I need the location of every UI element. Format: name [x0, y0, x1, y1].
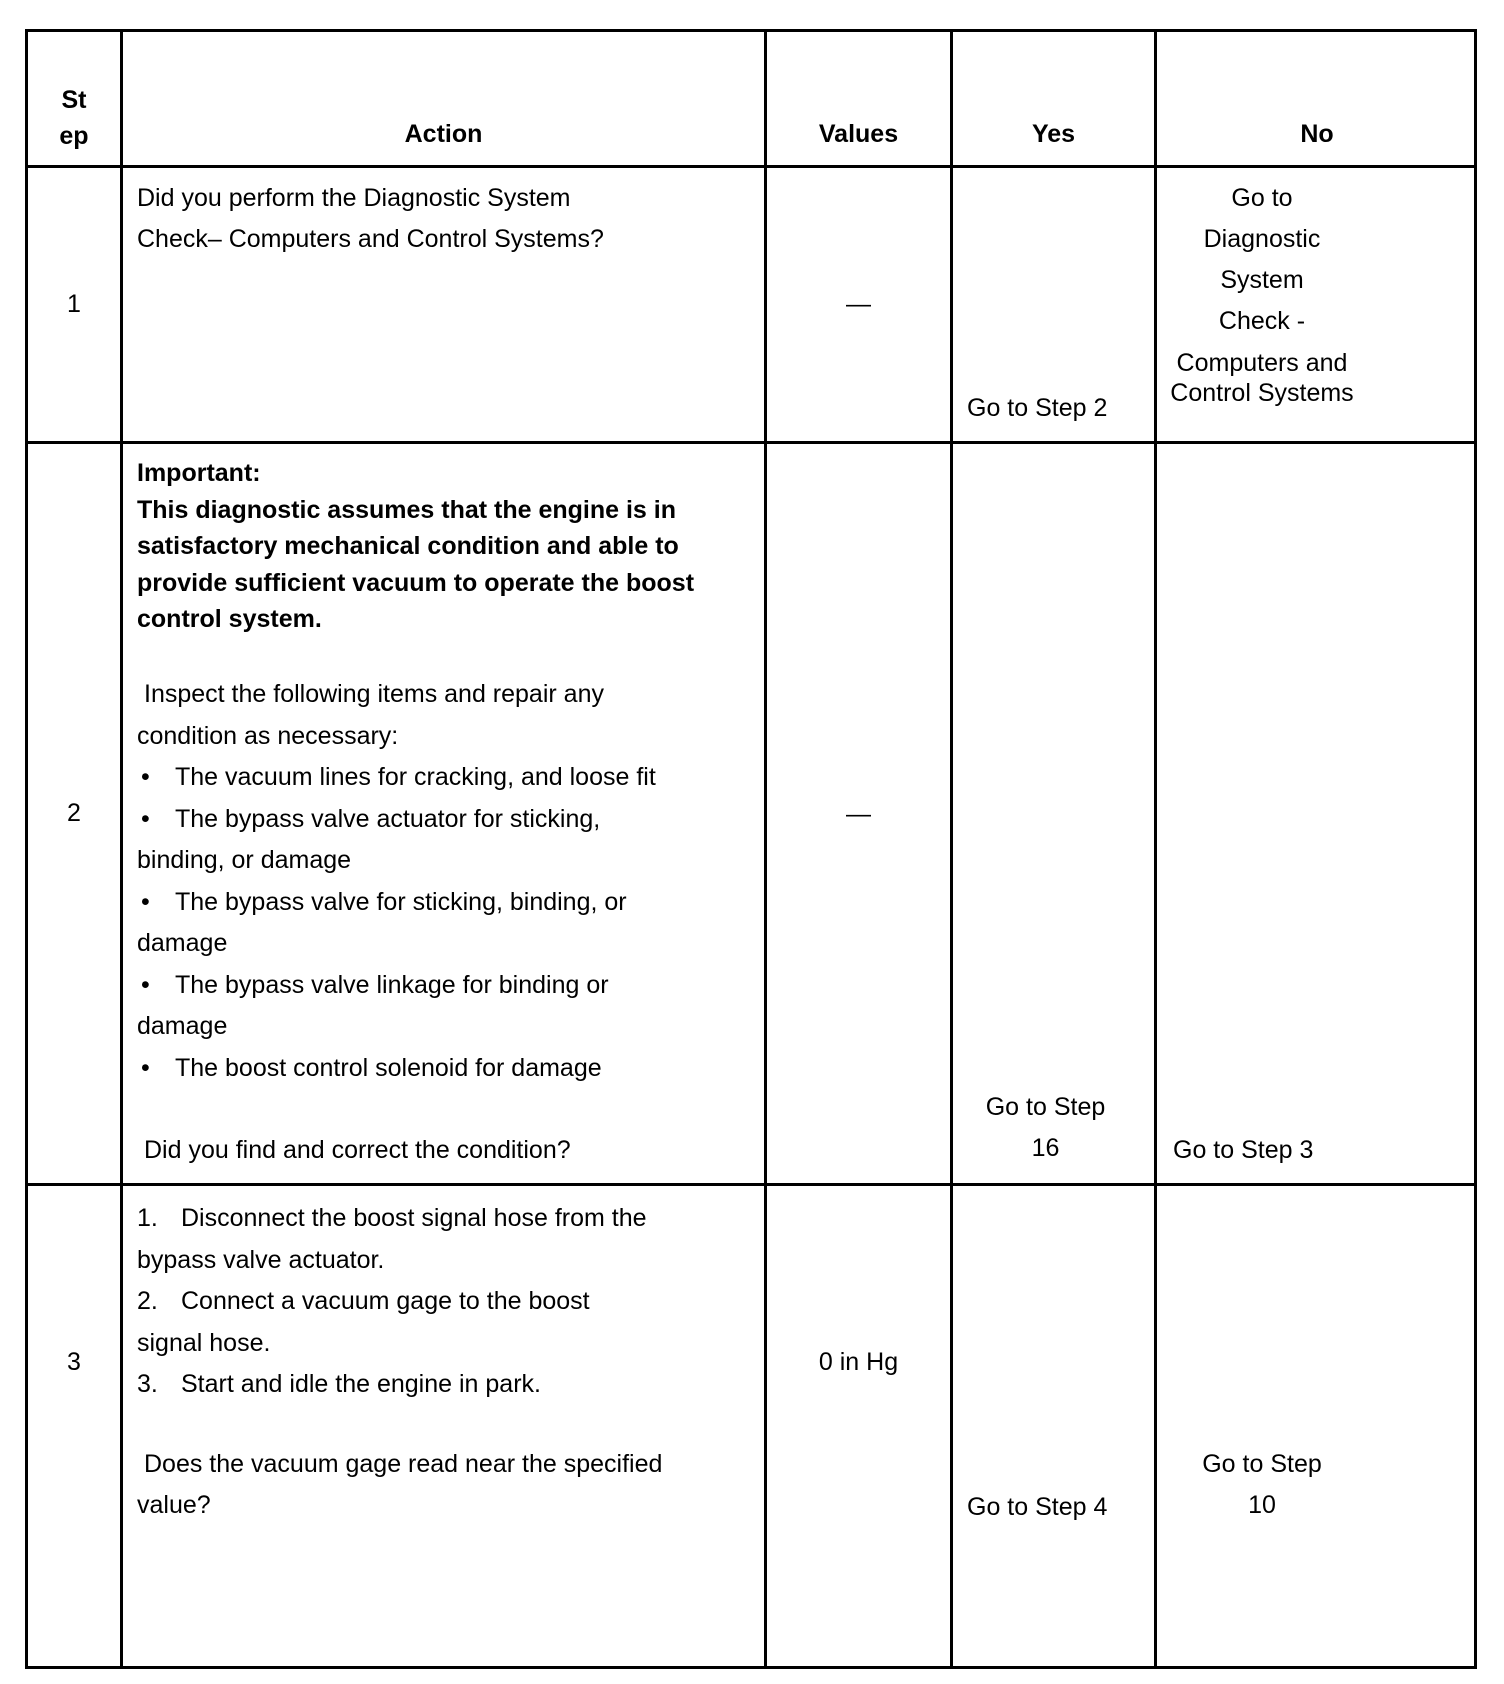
no-line: Check - — [1218, 307, 1306, 335]
value-text: — — [846, 800, 871, 828]
important-title: Important: — [137, 459, 261, 487]
action-line: Did you perform the Diagnostic System — [137, 184, 571, 212]
header-step — [28, 82, 120, 154]
row-divider — [28, 1183, 1474, 1186]
numbered-item — [137, 1281, 647, 1323]
bullet-item — [137, 882, 656, 924]
header-yes: Yes — [1031, 120, 1076, 148]
important-line: control system. — [137, 605, 322, 633]
bullet-text-continued: damage — [137, 929, 228, 957]
step-number: 1 — [67, 290, 81, 318]
item-text: Connect a vacuum gage to the boost — [181, 1287, 590, 1315]
header-step-line1: St — [61, 86, 87, 114]
action-line: Check– Computers and Control Systems? — [137, 225, 604, 253]
no-link[interactable]: Go to Step 3 — [1173, 1136, 1314, 1164]
no-line: Go to Step — [1202, 1450, 1322, 1478]
bullet-icon: • — [141, 887, 150, 916]
header-no: No — [1300, 120, 1334, 148]
diagnostic-table — [25, 29, 1477, 1669]
header-values: Values — [818, 120, 899, 148]
question-line: Does the vacuum gage read near the specified — [144, 1450, 663, 1478]
important-line: provide sufficient vacuum to operate the boost — [137, 568, 695, 597]
step-number: 2 — [67, 799, 81, 827]
numbered-item — [137, 1198, 647, 1240]
yes-link[interactable]: Go to Step 2 — [967, 394, 1108, 422]
question-text — [137, 1444, 662, 1526]
numbered-item — [137, 1364, 647, 1406]
yes-link[interactable] — [953, 1087, 1138, 1169]
no-link[interactable] — [1157, 1444, 1367, 1526]
no-line: Computers and — [1176, 349, 1348, 377]
no-line: Diagnostic — [1203, 225, 1321, 253]
row-divider — [28, 441, 1474, 444]
bullet-text: The vacuum lines for cracking, and loose fit — [175, 763, 656, 791]
column-divider — [120, 32, 123, 1666]
value-text: 0 in Hg — [818, 1348, 899, 1376]
bullet-item — [137, 757, 656, 799]
bullet-item — [137, 1048, 656, 1090]
question-line: value? — [137, 1491, 211, 1519]
column-divider — [950, 32, 953, 1666]
bullet-icon: • — [141, 804, 150, 833]
item-text: Disconnect the boost signal hose from the — [181, 1204, 647, 1232]
bullet-text: The bypass valve linkage for binding or — [175, 970, 609, 999]
action-text — [137, 178, 604, 260]
intro-line: condition as necessary: — [137, 721, 399, 750]
column-divider — [764, 32, 767, 1666]
bullet-item — [137, 799, 656, 841]
bullet-icon: • — [141, 1053, 150, 1082]
item-text-continued: bypass valve actuator. — [137, 1245, 385, 1274]
no-line: 10 — [1248, 1491, 1276, 1519]
bullet-text: The bypass valve for sticking, binding, or — [175, 887, 627, 916]
header-action: Action — [404, 120, 483, 148]
step-number: 3 — [67, 1348, 81, 1376]
header-step-line2: ep — [59, 122, 89, 150]
bullet-text: The bypass valve actuator for sticking, — [175, 804, 601, 833]
yes-link[interactable]: Go to Step 4 — [967, 1493, 1108, 1521]
numbered-steps — [137, 1198, 647, 1406]
inspect-bullet-list — [137, 757, 656, 1089]
item-text-continued: signal hose. — [137, 1328, 271, 1357]
row-divider — [28, 165, 1474, 168]
no-line: System — [1220, 266, 1304, 294]
no-line: Go to — [1231, 184, 1293, 212]
bullet-text: The boost control solenoid for damage — [175, 1053, 602, 1082]
bullet-icon: • — [141, 763, 150, 791]
bullet-icon: • — [141, 970, 150, 999]
inspect-intro — [137, 674, 604, 757]
item-number: 2. — [137, 1287, 158, 1315]
value-text: — — [846, 290, 871, 318]
important-line: satisfactory mechanical condition and able to — [137, 532, 679, 560]
important-line: This diagnostic assumes that the engine is in — [137, 495, 677, 524]
bullet-text-continued: binding, or damage — [137, 846, 352, 874]
item-number: 1. — [137, 1204, 158, 1232]
yes-line: 16 — [1031, 1134, 1060, 1162]
question-text: Did you find and correct the condition? — [144, 1136, 571, 1164]
no-line: Control Systems — [1170, 379, 1354, 407]
item-text: Start and idle the engine in park. — [181, 1370, 541, 1398]
item-number: 3. — [137, 1370, 158, 1398]
important-note — [137, 455, 694, 638]
bullet-text-continued: damage — [137, 1012, 228, 1040]
intro-line: Inspect the following items and repair any — [144, 680, 604, 708]
yes-line: Go to Step — [985, 1093, 1106, 1121]
bullet-item — [137, 965, 656, 1007]
no-link[interactable] — [1157, 178, 1367, 408]
